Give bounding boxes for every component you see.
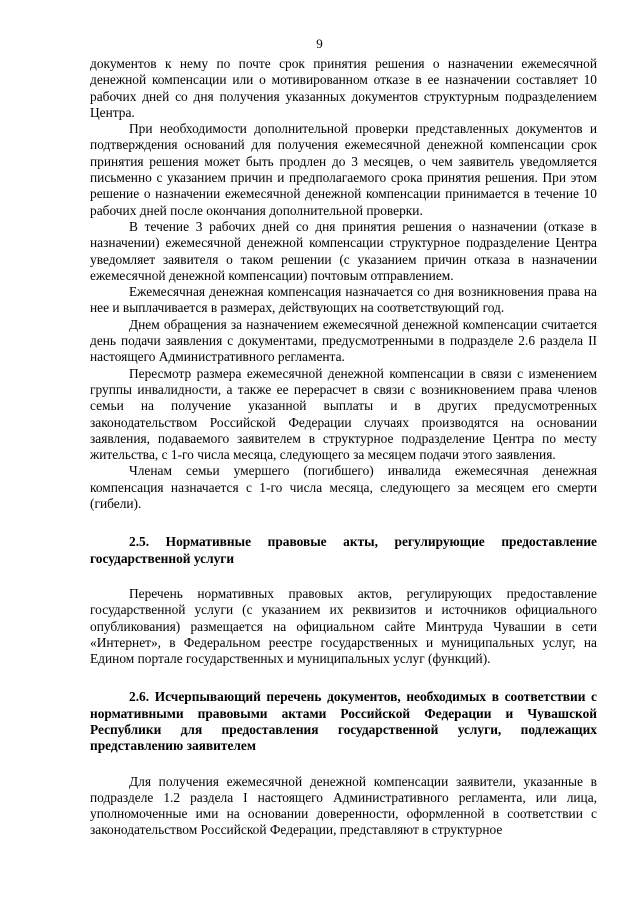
paragraph-application-day: Днем обращения за назначением ежемесячной денежной компенсации считается день подачи заявления с документами, предусмотренными в подразделе 2.6 раздела II настоящего Административного регламента. [90, 316, 597, 365]
paragraph-legal-acts: Перечень нормативных правовых актов, регулирующих предоставление государственной услуги (с указанием их реквизитов и источников официального опубликования) размещается на официальном сайте Минтруда Чувашии в сети «Интернет», в Федеральном реестре государственных и муниципальных услуг, на Едином портале государственных и муниципальных услуг (функций). [90, 585, 597, 667]
document-body [90, 56, 597, 839]
section-heading-2-5: 2.5. Нормативные правовые акты, регулирующие предоставление государственной услуги [90, 534, 597, 566]
paragraph-compensation-start: Ежемесячная денежная компенсация назначается со дня возникновения права на нее и выплачивается в размерах, действующих на соответствующий год. [90, 284, 597, 316]
paragraph-family-members: Членам семьи умершего (погибшего) инвалида ежемесячная денежная компенсация назначается с 1-го числа месяца, следующего за месяцем его смерти (гибели). [90, 463, 597, 512]
paragraph-additional-check: При необходимости дополнительной проверки представленных документов и подтверждения оснований для получения ежемесячной денежной компенсации срок принятия решения может быть продлен до 3 месяцев, о чем заявитель уведомляется письменно с указанием причин и предполагаемого срока принятия решения. При этом решение о назначении ежемесячной денежной компенсации принимается в течение 10 рабочих дней после окончания дополнительной проверки. [90, 121, 597, 218]
paragraph-documents-list: Для получения ежемесячной денежной компенсации заявители, указанные в подразделе 1.2 раздела I настоящего Административного регламента, или лица, уполномоченные ими на основании доверенности, оформленной в соответствии с законодательством Российской Федерации, представляют в структурное [90, 773, 597, 838]
paragraph-notification: В течение 3 рабочих дней со дня принятия решения о назначении (отказе в назначении) ежемесячной денежной компенсации структурное подразделение Центра уведомляет заявителя о таком решении (с указанием причин отказа в назначении ежемесячной денежной компенсации) почтовым отправлением. [90, 218, 597, 283]
paragraph-recalculation: Пересмотр размера ежемесячной денежной компенсации в связи с изменением группы инвалидности, а также ее перерасчет в связи с возникновением права членов семьи на получение указанной выплаты и в других предусмотренных законодательством Российской Федерации случаях производятся на основании заявления, подаваемого заявителем в структурное подразделение Центра по месту жительства, с 1-го числа месяца, следующего за месяцем подачи этого заявления. [90, 365, 597, 463]
section-heading-2-6: 2.6. Исчерпывающий перечень документов, необходимых в соответствии с нормативными правовыми актами Российской Федерации и Чувашской Республики для предоставления государственной услуги, подлежащих представлению заявителем [90, 689, 597, 754]
paragraph-continuation: документов к нему по почте срок принятия решения о назначении ежемесячной денежной компенсации или о мотивированном отказе в ее назначении составляет 10 рабочих дней со дня получения указанных документов структурным подразделением Центра. [90, 56, 597, 120]
page-number: 9 [316, 36, 323, 51]
